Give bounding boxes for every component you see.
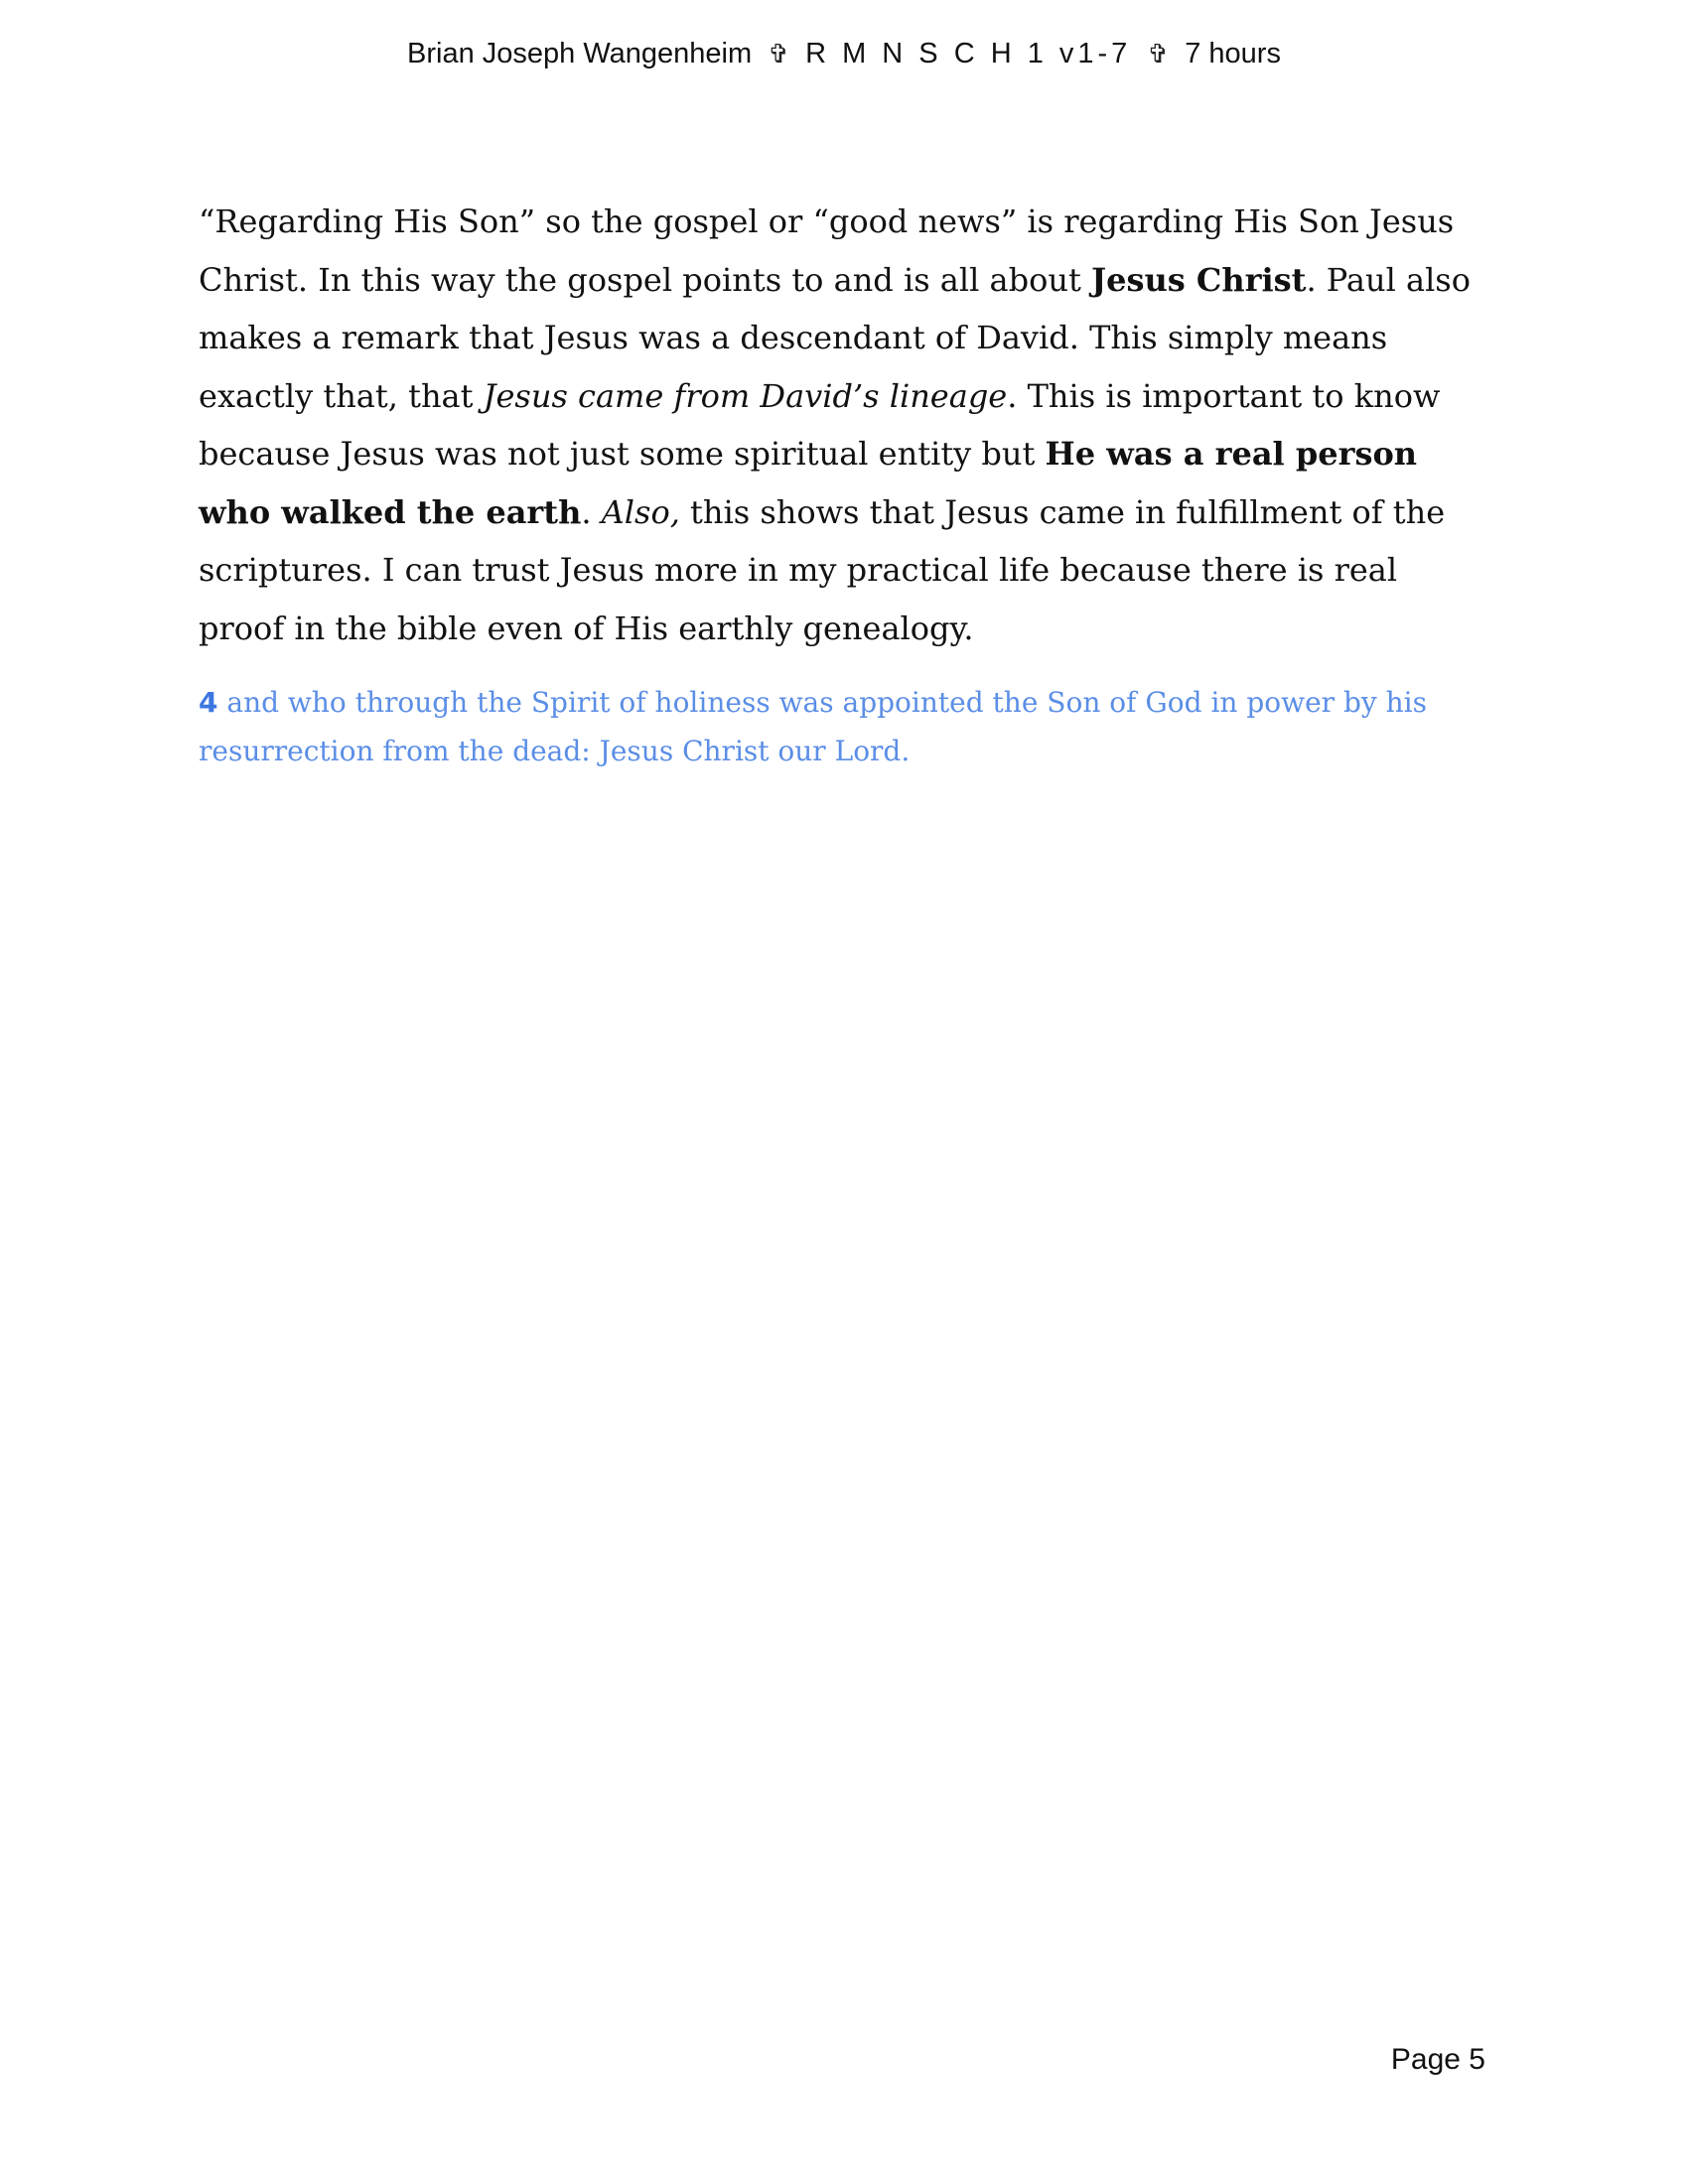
body-line	[199, 541, 1499, 600]
verse-line	[199, 727, 1499, 775]
verse-line	[199, 678, 1499, 727]
body-text-span: “Regarding His Son” so the gospel or “good news” is regarding His Son Jesus	[199, 203, 1455, 240]
header-duration: 7 hours	[1185, 38, 1281, 69]
italic-emphasis: Jesus came from David’s lineage	[483, 376, 1008, 415]
page-header	[0, 38, 1688, 70]
cross-icon: ✞	[768, 40, 790, 69]
body-text-span: because Jesus was not just some spiritual entity but	[199, 435, 1046, 473]
body-line	[199, 425, 1499, 483]
body-line	[199, 600, 1499, 658]
body-text-span: .	[581, 492, 602, 531]
body-line	[199, 483, 1499, 542]
verse-text: resurrection from the dead: Jesus Christ our Lord.	[199, 735, 911, 767]
body-line	[199, 193, 1499, 251]
scripture-verse	[199, 678, 1499, 775]
verse-number: 4	[199, 686, 218, 719]
body-text-span: makes a remark that Jesus was a descendant of David. This simply means	[199, 319, 1388, 356]
body-line	[199, 309, 1499, 367]
bold-emphasis: Jesus Christ	[1090, 260, 1307, 299]
bold-emphasis: He was a real person	[1045, 435, 1418, 473]
cross-icon: ✞	[1147, 40, 1170, 69]
body-text-span: . This is important to know	[1007, 376, 1441, 415]
body-text-span: . Paul also	[1306, 260, 1471, 299]
body-text-span: proof in the bible even of His earthly genealogy.	[199, 609, 974, 647]
body-line	[199, 251, 1499, 310]
body-text-span: this shows that Jesus came in fulfillment of the	[679, 492, 1446, 531]
body-line	[199, 367, 1499, 426]
page-number: Page 5	[1390, 2043, 1485, 2076]
header-code: R M N S C H 1 v1-7	[805, 38, 1132, 69]
italic-emphasis: Also,	[601, 492, 680, 531]
bold-emphasis: who walked the earth	[199, 492, 582, 531]
body-text-span: scriptures. I can trust Jesus more in my practical life because there is real	[199, 551, 1398, 589]
body-text-span: Christ. In this way the gospel points to and is all about	[199, 260, 1091, 299]
header-author: Brian Joseph Wangenheim	[407, 38, 753, 69]
verse-text: and who through the Spirit of holiness was appointed the Son of God in power by his	[217, 686, 1427, 719]
body-paragraph	[199, 193, 1499, 657]
body-text-span: exactly that, that	[199, 376, 484, 415]
